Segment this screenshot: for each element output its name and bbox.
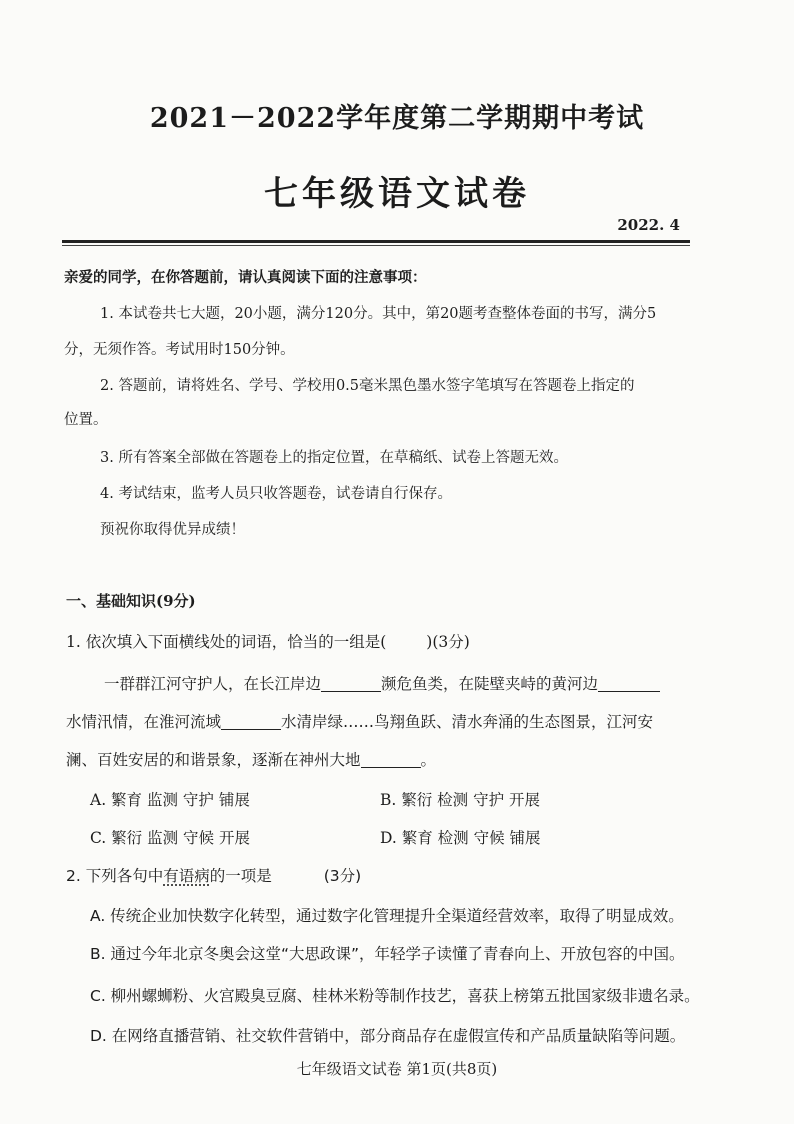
header-rule-thin — [62, 245, 690, 246]
q2-option-c: C. 柳州螺蛳粉、火宫殿臭豆腐、桂林米粉等制作技艺，喜获上榜第五批国家级非遗名录。 — [90, 987, 700, 1005]
q2-option-d: D. 在网络直播营销、社交软件营销中，部分商品存在虚假宣传和产品质量缺陷等问题。 — [90, 1027, 686, 1045]
q1-score: )(3分) — [426, 633, 470, 651]
q1-line3-part-b: 。 — [420, 751, 437, 769]
q1-passage-line-3 — [66, 748, 436, 770]
q1-blank-2 — [598, 675, 660, 692]
bleed-through-text — [560, 78, 573, 97]
q2-stem-part-a: 2. 下列各句中 — [66, 867, 164, 885]
notice-item-4: 4. 考试结束，监考人员只收答题卷，试卷请自行保存。 — [100, 486, 452, 502]
notice-item-1-cont: 分，无须作答。考试用时150分钟。 — [64, 342, 295, 358]
q1-passage-line-1 — [104, 672, 660, 694]
header-rule-thick — [62, 240, 690, 243]
question-1-stem — [66, 630, 470, 652]
q2-score: (3分) — [323, 867, 362, 885]
q2-option-a: A. 传统企业加快数字化转型，通过数字化管理提升全渠道经营效率，取得了明显成效。 — [90, 907, 684, 925]
q1-stem-text: 1. 依次填入下面横线处的词语，恰当的一组是( — [66, 633, 387, 651]
exam-title: 2021－2022学年度第二学期期中考试 — [149, 103, 645, 134]
q1-blank-4 — [361, 751, 421, 768]
notice-heading: 亲爱的同学，在你答题前，请认真阅读下面的注意事项： — [64, 269, 427, 286]
notice-item-1: 1. 本试卷共七大题，20小题，满分120分。其中，第20题考查整体卷面的书写，满分5 — [100, 306, 657, 322]
q1-line2-part-b: 水清岸绿……鸟翔鱼跃、清水奔涌的生态图景，江河安 — [281, 713, 654, 731]
q2-option-b: B. 通过今年北京冬奥会这堂“大思政课”，年轻学子读懂了青春向上、开放包容的中国。 — [90, 945, 685, 963]
notice-wish: 预祝你取得优异成绩！ — [100, 522, 245, 538]
q1-line1-part-b: 濒危鱼类，在陡壁夹峙的黄河边 — [381, 675, 599, 693]
q1-option-b: B. 繁衍 检测 守护 开展 — [380, 791, 541, 809]
paper-title: 七年级语文试卷 — [264, 174, 530, 214]
q1-option-d: D. 繁育 检测 守候 铺展 — [380, 829, 541, 847]
notice-item-2-cont: 位置。 — [64, 412, 108, 428]
q2-stem-part-b: 的一项是 — [209, 867, 272, 885]
section-title: 一、基础知识(9分) — [66, 592, 196, 610]
question-2-stem — [66, 864, 361, 886]
q1-line3-part-a: 澜、百姓安居的和谐景象，逐渐在神州大地 — [66, 751, 361, 769]
notice-item-2: 2. 答题前，请将姓名、学号、学校用0.5毫米黑色墨水签字笔填写在答题卷上指定的 — [100, 378, 635, 394]
q1-line2-part-a: 水情汛情，在淮河流域 — [66, 713, 222, 731]
q1-blank-3 — [221, 713, 281, 730]
q1-passage-line-2 — [66, 710, 653, 732]
exam-date: 2022. 4 — [617, 216, 680, 234]
q1-blank-1 — [321, 675, 381, 692]
q2-emphasis: 有语病 — [163, 867, 210, 885]
notice-item-3: 3. 所有答案全部做在答题卷上的指定位置，在草稿纸、试卷上答题无效。 — [100, 450, 568, 466]
q1-line1-part-a: 一群群江河守护人，在长江岸边 — [104, 675, 322, 693]
page-footer: 七年级语文试卷 第1页(共8页) — [296, 1060, 498, 1078]
q1-option-c: C. 繁衍 监测 守候 开展 — [90, 829, 250, 847]
q1-option-a: A. 繁育 监测 守护 铺展 — [90, 791, 250, 809]
